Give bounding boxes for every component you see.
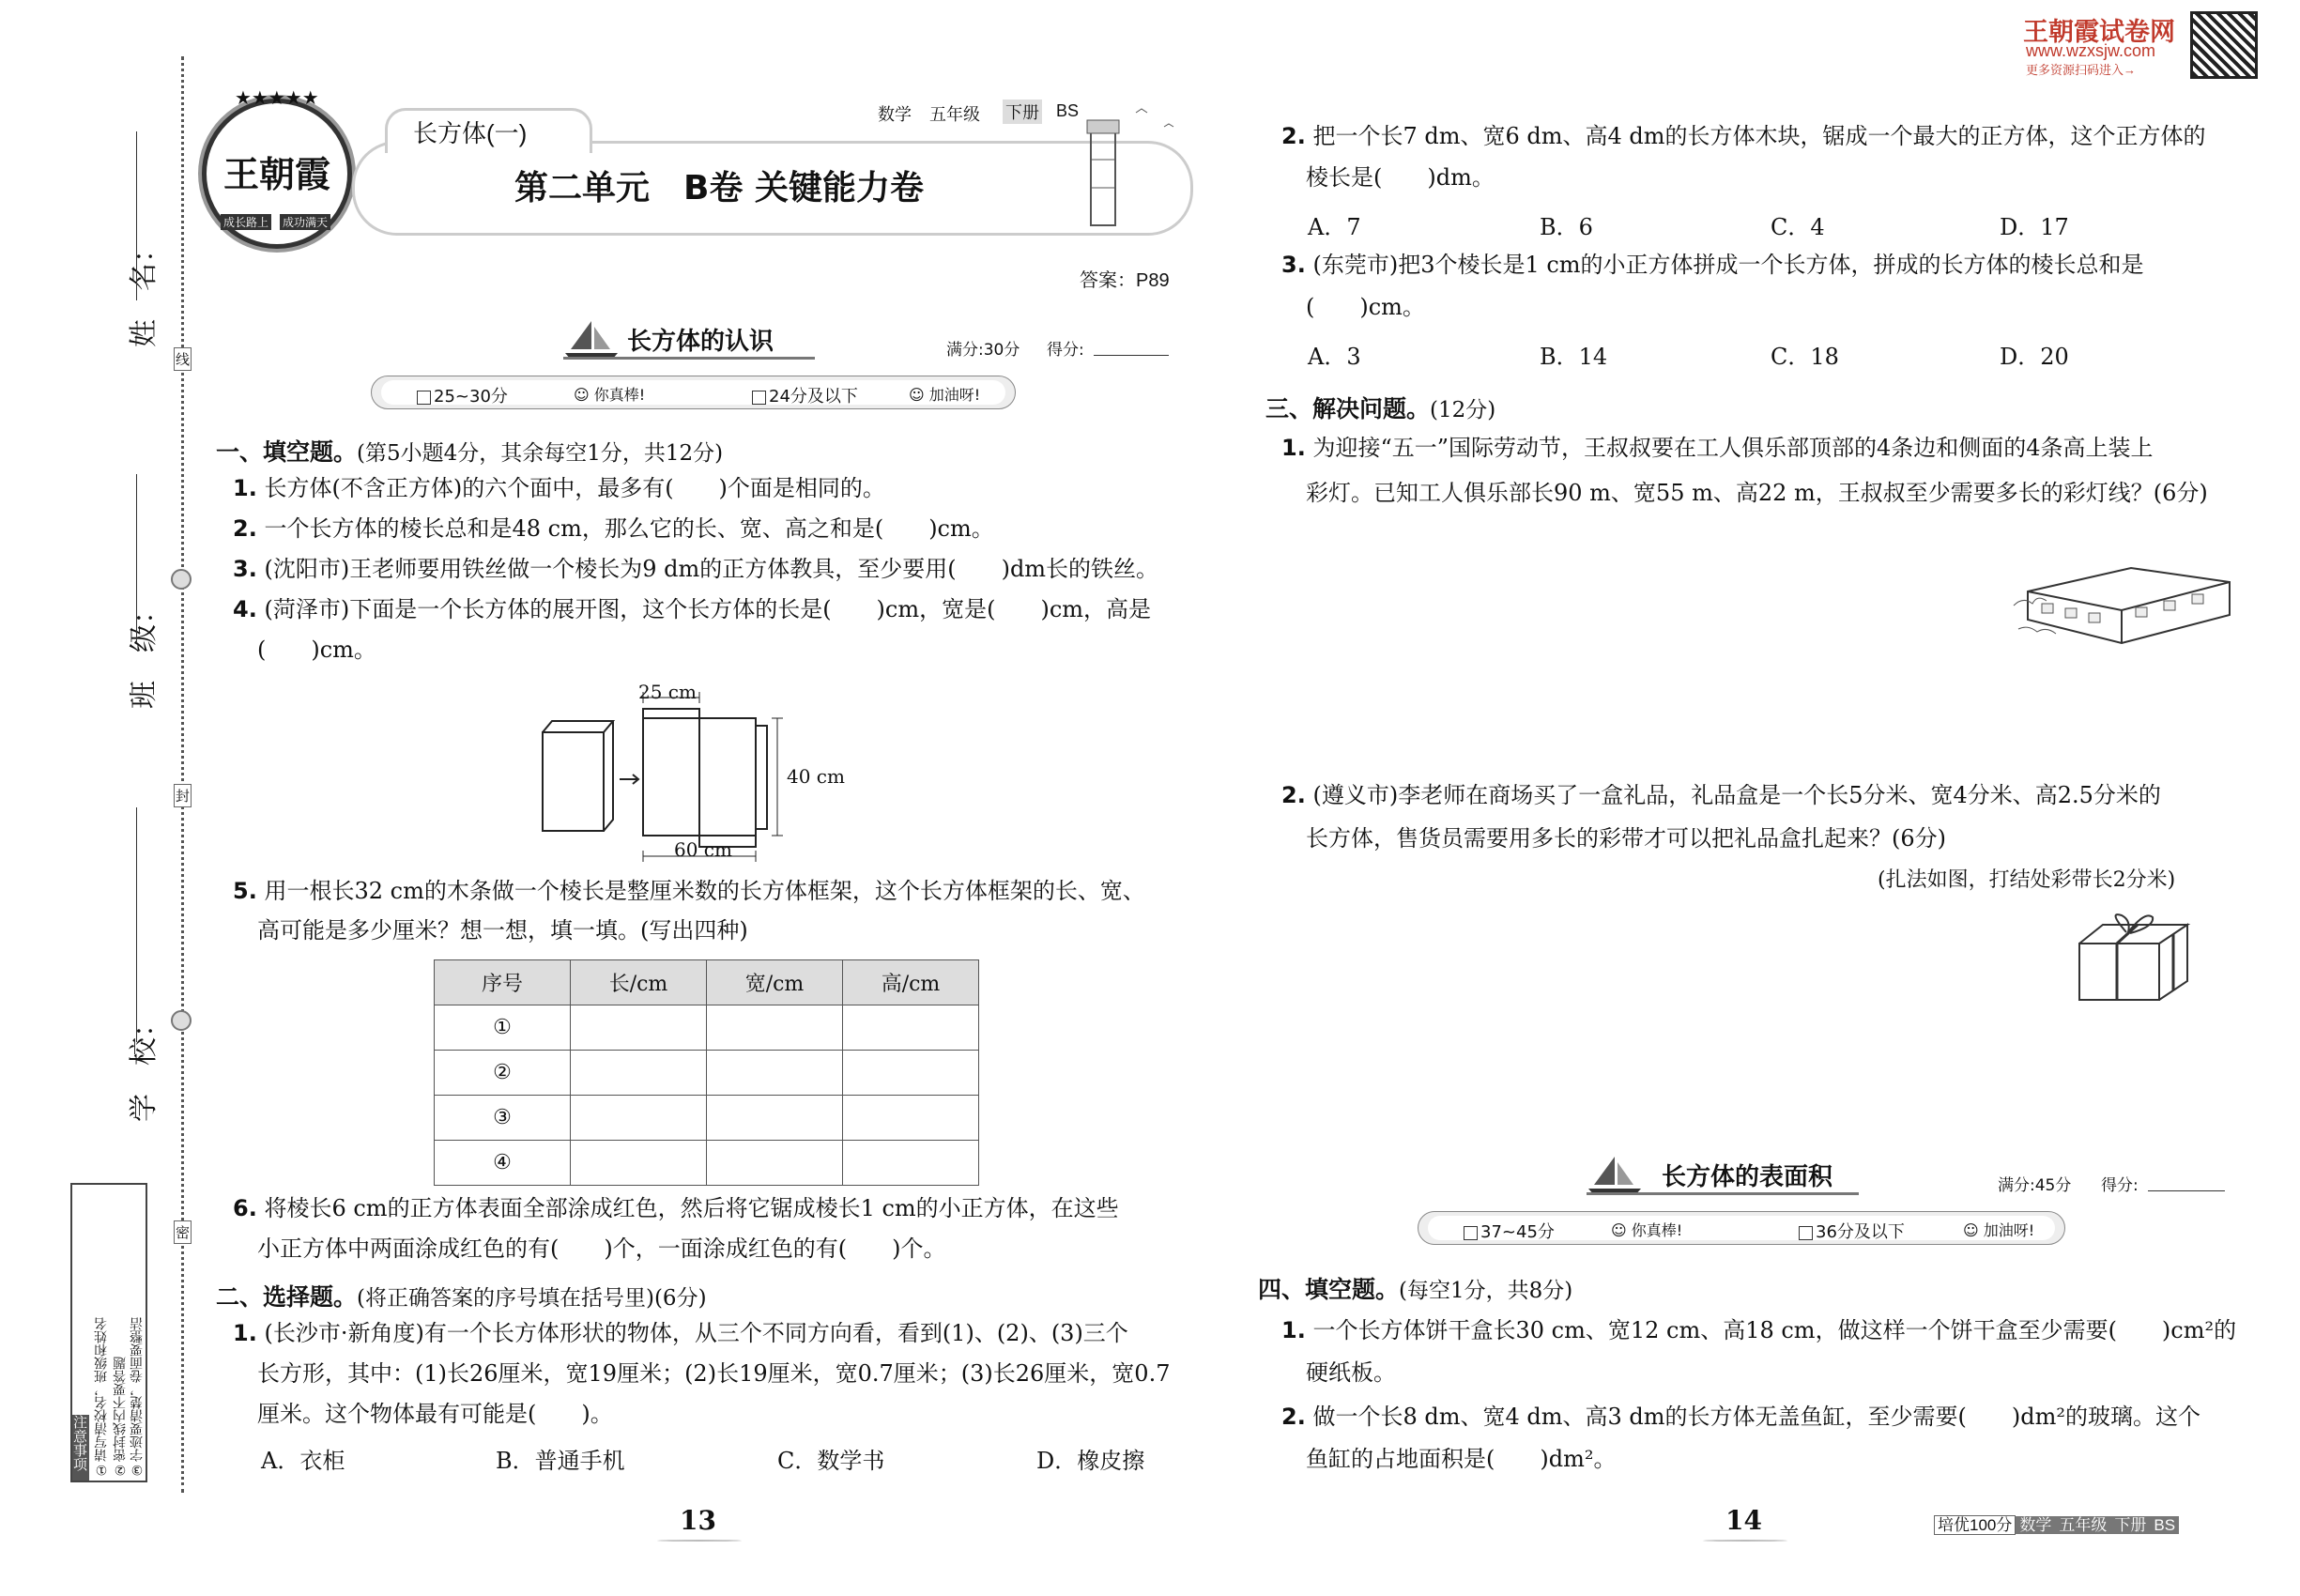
page-number: 14 [1725,1505,1762,1536]
table-header-row [435,960,979,1005]
table-header-cell: 宽/cm [707,960,843,1005]
answer-cell[interactable] [843,1051,979,1096]
class-label: 班 级： [128,596,161,709]
fill-1: 1. 一个长方体饼干盒长30 cm、宽12 cm、高18 cm，做这样一个饼干盒至少需要( )cm²的 [1281,1317,2237,1343]
table-row [435,1141,979,1186]
dotted-seal-line [181,56,184,1493]
part4-title: 四、填空题。(每空1分，共8分) [1258,1276,1573,1303]
name-line [136,131,137,300]
section-underline [1587,1192,1859,1195]
option-d[interactable]: D．17 [2000,214,2069,240]
notes-box [70,1183,147,1482]
answer-cell[interactable] [571,1096,707,1141]
cut-mark-secret: 密 [174,1220,192,1244]
problem-1-cont: 彩灯。已知工人俱乐部长90 m、宽55 m、高22 m，王叔叔至少需要多长的彩灯线？(6分) [1306,480,2208,506]
option-c[interactable]: C．4 [1771,214,1825,240]
table-header-cell: 序号 [435,960,571,1005]
answer-ref: 答案：P89 [1080,270,1170,291]
page-number: 13 [680,1505,716,1536]
rating-bar [371,376,1016,409]
checkbox[interactable] [752,391,766,405]
option-b[interactable]: B．14 [1540,344,1608,370]
school-label: 学 校： [128,1009,161,1122]
answer-cell[interactable] [571,1141,707,1186]
footer-tag: 下册 [2110,1516,2150,1534]
question-3: 3. (沈阳市)王老师要用铁丝做一个棱长为9 dm的正方体教具，至少要用( )dm长的铁丝。 [233,556,1159,582]
section-title: 长方体的表面积 [1662,1163,1833,1191]
table-row [435,1051,979,1096]
answer-cell[interactable] [843,1005,979,1051]
rating-good: 25~30分 [417,383,508,407]
part1-title: 一、填空题。(第5小题4分，其余每空1分，共12分) [216,438,724,466]
footer-tag: 五年级 [2055,1516,2110,1534]
logo-text: 王朝霞 [223,153,331,195]
choice-1-cont: 长方形，其中：(1)长26厘米，宽19厘米；(2)长19厘米，宽0.7厘米；(3)长26厘米，宽0.7 [257,1360,1171,1387]
choice-3: 3. (东莞市)把3个棱长是1 cm的小正方体拼成一个长方体，拼成的长方体的棱长总和是 [1281,252,2144,278]
net-label-top: 25 cm [638,681,697,703]
answer-cell[interactable] [707,1141,843,1186]
cut-mark-line: 线 [174,347,192,371]
fill-1-cont: 硬纸板。 [1306,1359,1396,1386]
qr-code-icon [2190,11,2258,79]
checkbox[interactable] [1799,1226,1813,1240]
choice-1-cont2: 厘米。这个物体最有可能是( )。 [257,1401,613,1427]
tag-volume: 下册 [1003,100,1042,124]
page-number-swoosh [1703,1540,1787,1542]
note-1: ①请写清校名，班级和姓名 [93,1317,108,1477]
logo-motto-right: 成功满天 [280,214,330,230]
rating-low: 36分及以下 [1799,1219,1905,1243]
lighthouse-icon [1080,94,1202,235]
star-icon: ★★★★★ [235,86,319,109]
rating-good-msg: ☺ 你真棒! [1611,1221,1683,1239]
option-a[interactable]: A．3 [1308,344,1361,370]
tag-subject: 数学 [878,105,912,124]
tag-grade: 五年级 [929,105,980,124]
row-index: ① [435,1005,571,1051]
answer-cell[interactable] [707,1096,843,1141]
choice-3-cont: ( )cm。 [1306,294,1425,320]
note-3: ③字迹要清楚，卷面要整洁 [129,1317,144,1477]
option-a[interactable]: A．衣柜 [261,1448,345,1474]
table-header-cell: 长/cm [571,960,707,1005]
choice-1: 1. (长沙市·新角度)有一个长方体形状的物体，从三个不同方向看，看到(1)、(2)、(3)三个 [233,1320,1128,1346]
question-2: 2. 一个长方体的棱长总和是48 cm，那么它的长、宽、高之和是( )cm。 [233,515,994,542]
footer-tag: 数学 [2016,1516,2055,1534]
answer-cell[interactable] [707,1051,843,1096]
net-label-right: 40 cm [787,765,845,788]
class-line [136,474,137,643]
sailboat-icon [1587,1155,1643,1197]
row-index: ③ [435,1096,571,1141]
score-blank[interactable] [1094,355,1169,356]
problem-1: 1. 为迎接“五一”国际劳动节，王叔叔要在工人俱乐部顶部的4条边和侧面的4条高上装上 [1281,435,2154,461]
rating-low-msg: ☺ 加油呀! [1963,1221,2035,1239]
rating-low-msg: ☺ 加油呀! [909,386,981,404]
question-1: 1. 长方体(不含正方体)的六个面中，最多有( )个面是相同的。 [233,475,885,501]
cut-mark-seal: 封 [174,784,192,807]
question-6-cont: 小正方体中两面涂成红色的有( )个，一面涂成红色的有( )个。 [257,1235,946,1262]
rating-bar [1418,1211,2065,1245]
gift-box-illustration [2070,906,2201,1009]
score-got-label: 得分: [1047,341,1084,360]
question-6: 6. 将棱长6 cm的正方体表面全部涂成红色，然后将它锯成棱长1 cm的小正方体，在这些 [233,1195,1119,1221]
site-name: 王朝霞试卷网 [2023,18,2175,46]
name-label: 姓 名： [128,235,161,347]
score-got-label: 得分: [2101,1176,2139,1195]
part2-title: 二、选择题。(将正确答案的序号填在括号里)(6分) [216,1283,707,1311]
answer-cell[interactable] [571,1005,707,1051]
option-d[interactable]: D．20 [2000,344,2069,370]
part3-title: 三、解决问题。(12分) [1265,395,1496,422]
logo [202,99,352,249]
problem-2-cont: 长方体，售货员需要用多长的彩带才可以把礼品盒扎起来？(6分) [1306,825,1946,852]
score-full: 满分:30分 [946,341,1020,360]
score-full: 满分:45分 [1998,1176,2072,1195]
option-c[interactable]: C．18 [1771,344,1839,370]
sailboat-icon [563,319,620,361]
site-url: www.wzxsjw.com [2026,41,2156,60]
seal-dot-icon [171,1010,192,1031]
footer-tags [1934,1512,2179,1535]
question-5-cont: 高可能是多少厘米？想一想，填一填。(写出四种) [257,917,748,944]
school-line [136,807,137,1042]
net-label-bottom: 60 cm [674,838,732,861]
option-b[interactable]: B．普通手机 [496,1448,625,1474]
row-index: ④ [435,1141,571,1186]
table-row [435,1096,979,1141]
answer-cell[interactable] [571,1051,707,1096]
notes-title: 注意事项 [72,1415,89,1481]
question-4: 4. (菏泽市)下面是一个长方体的展开图，这个长方体的长是( )cm，宽是( )cm，高是 [233,596,1152,622]
tag-edition: BS [1056,101,1080,120]
logo-motto-left: 成长路上 [221,214,271,230]
section-title: 长方体的认识 [627,328,774,356]
footer-tag: BS [2150,1516,2179,1534]
table-row [435,1005,979,1051]
problem-2-note: (扎法如图，打结处彩带长2分米) [1878,868,2176,892]
rating-good: 37~45分 [1464,1219,1555,1243]
seal-dot-icon [171,569,192,590]
fill-2: 2. 做一个长8 dm、宽4 dm、高3 dm的长方体无盖鱼缸，至少需要( )dm²的玻璃。这个 [1281,1404,2200,1430]
choice-2-cont: 棱长是( )dm。 [1306,164,1495,191]
answer-cell[interactable] [843,1096,979,1141]
page-title: 第二单元 B卷 关键能力卷 [514,169,924,207]
option-a[interactable]: A．7 [1308,214,1361,240]
question-4-cont: ( )cm。 [257,637,376,663]
checkbox[interactable] [1464,1226,1478,1240]
score-blank[interactable] [2148,1190,2225,1191]
rating-low: 24分及以下 [752,383,858,407]
answer-cell[interactable] [707,1005,843,1051]
question-5: 5. 用一根长32 cm的木条做一个棱长是整厘米数的长方体框架，这个长方体框架的长、宽、 [233,878,1145,904]
chapter-label: 长方体(一) [413,119,528,147]
choice-2: 2. 把一个长7 dm、宽6 dm、高4 dm的长方体木块，锯成一个最大的正方体，这个正方体的 [1281,123,2206,149]
problem-2: 2. (遵义市)李老师在商场买了一盒礼品，礼品盒是一个长5分米、宽4分米、高2.5分米的 [1281,782,2161,808]
site-slogan: 更多资源扫码进入→ [2026,63,2137,77]
table-header-cell: 高/cm [843,960,979,1005]
building-illustration [2009,549,2234,652]
rating-good-msg: ☺ 你真棒! [574,386,646,404]
answer-table [434,959,979,1186]
option-b[interactable]: B．6 [1540,214,1593,240]
fill-2-cont: 鱼缸的占地面积是( )dm²。 [1306,1446,1617,1472]
note-2: ②密封线内不要答题 [112,1357,127,1477]
answer-cell[interactable] [843,1141,979,1186]
row-index: ② [435,1051,571,1096]
section-underline [563,357,815,360]
option-d[interactable]: D．橡皮擦 [1036,1448,1145,1474]
footer-tag: 培优100分 [1934,1515,2016,1535]
page-number-swoosh [657,1540,742,1542]
checkbox[interactable] [417,391,431,405]
option-c[interactable]: C．数学书 [777,1448,885,1474]
